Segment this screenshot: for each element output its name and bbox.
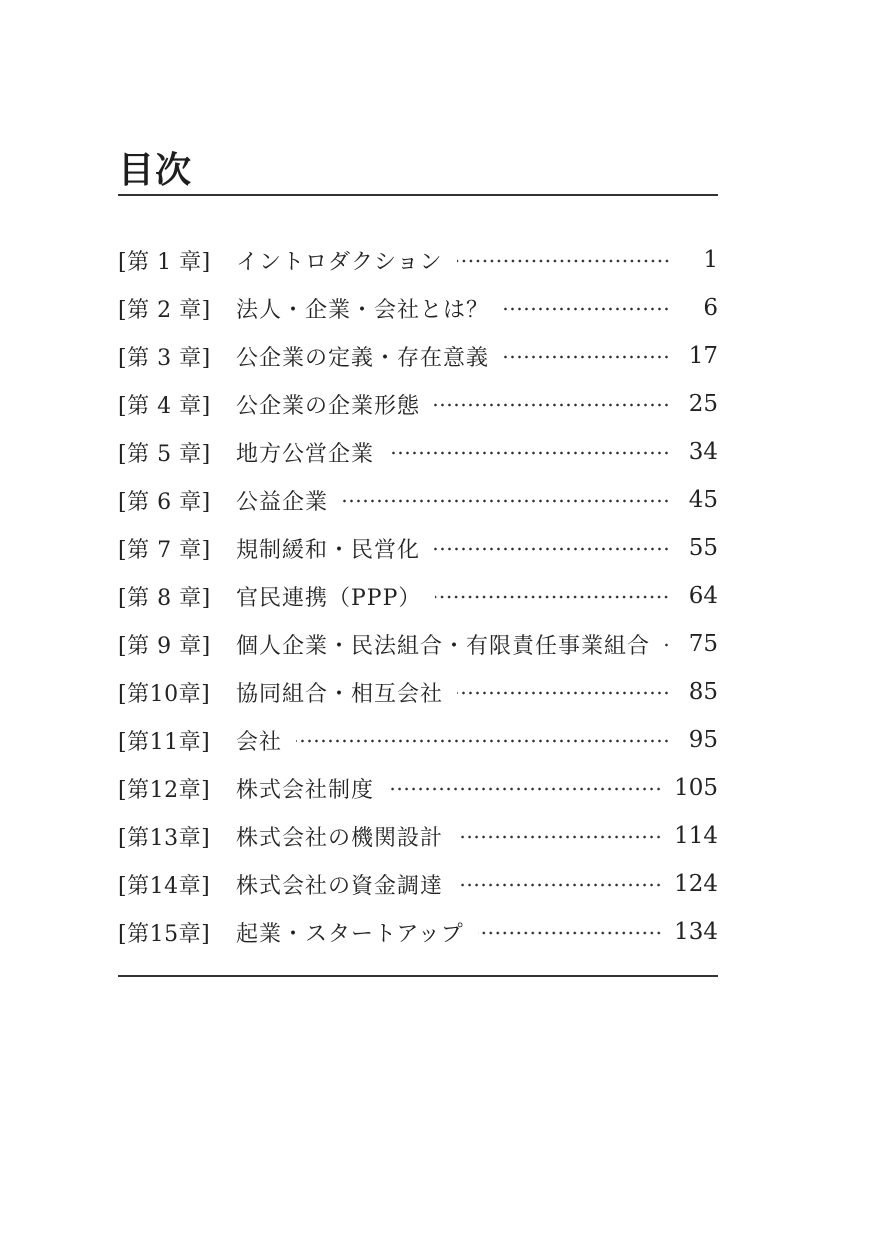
dot-leader [457,883,662,887]
chapter-title: 株式会社の資金調達 [236,873,444,899]
toc-content [118,149,718,977]
toc-entry [118,428,718,476]
toc-entry [118,476,718,524]
chapter-label: [第 2 章] [118,297,211,323]
page-number: 134 [674,919,718,945]
chapter-title: 個人企業・民法組合・有限責任事業組合 [236,633,651,659]
page-number: 45 [688,487,718,513]
toc-entry [118,380,718,428]
dot-leader [457,835,662,839]
toc-list [118,236,718,956]
toc-entry [118,284,718,332]
chapter-title: 公益企業 [236,489,329,515]
page-number: 6 [703,295,718,321]
page-number: 75 [688,631,718,657]
chapter-title: 官民連携（PPP） [236,585,422,611]
chapter-title: イントロダクション [236,249,443,275]
toc-entry [118,332,718,380]
toc-entry [118,860,718,908]
chapter-title: 法人・企業・会社とは？ [236,297,490,323]
toc-entry [118,764,718,812]
page-number: 1 [703,247,718,273]
chapter-label: [第 4 章] [118,393,211,419]
chapter-label: [第 3 章] [118,345,211,371]
chapter-title: 規制緩和・民営化 [236,537,421,563]
dot-leader [388,451,670,455]
bottom-rule [118,975,718,977]
chapter-label: [第 5 章] [118,441,211,467]
chapter-title: 会社 [236,729,283,755]
page-number: 95 [688,727,718,753]
toc-entry [118,812,718,860]
page-number: 85 [688,679,718,705]
chapter-title: 公企業の企業形態 [236,393,421,419]
dot-leader [503,355,670,359]
chapter-title: 公企業の定義・存在意義 [236,345,490,371]
title-underline-rule [118,194,718,196]
chapter-label: [第 6 章] [118,489,211,515]
dot-leader [435,595,670,599]
chapter-label: [第12章] [118,777,211,803]
toc-entry [118,572,718,620]
chapter-label: [第13章] [118,825,211,851]
chapter-label: [第10章] [118,681,211,707]
page-number: 64 [688,583,718,609]
toc-entry [118,716,718,764]
page-number: 55 [688,535,718,561]
toc-entry [118,236,718,284]
dot-leader [457,259,670,263]
page-title: 目次 [118,149,193,191]
page-number: 25 [688,391,718,417]
chapter-label: [第 1 章] [118,249,211,275]
page-number: 17 [688,343,718,369]
chapter-label: [第 7 章] [118,537,211,563]
dot-leader [296,739,670,743]
chapter-label: [第15章] [118,921,211,947]
chapter-title: 株式会社制度 [236,777,375,803]
toc-entry [118,908,718,956]
dot-leader [342,499,670,503]
chapter-label: [第11章] [118,729,211,755]
page-number: 105 [674,775,718,801]
dot-leader [388,787,662,791]
chapter-title: 協同組合・相互会社 [236,681,444,707]
chapter-label: [第14章] [118,873,211,899]
dot-leader [434,547,670,551]
chapter-label: [第 8 章] [118,585,211,611]
dot-leader [457,691,670,695]
chapter-title: 株式会社の機関設計 [236,825,444,851]
dot-leader [478,931,662,935]
dot-leader [434,403,670,407]
dot-leader [503,307,670,311]
page-number: 124 [674,871,718,897]
dot-leader [664,643,670,647]
page-number: 114 [674,823,718,849]
toc-entry [118,524,718,572]
chapter-label: [第 9 章] [118,633,211,659]
toc-entry [118,668,718,716]
chapter-title: 地方公営企業 [236,441,375,467]
toc-entry [118,620,718,668]
page-number: 34 [688,439,718,465]
chapter-title: 起業・スタートアップ [236,921,464,947]
